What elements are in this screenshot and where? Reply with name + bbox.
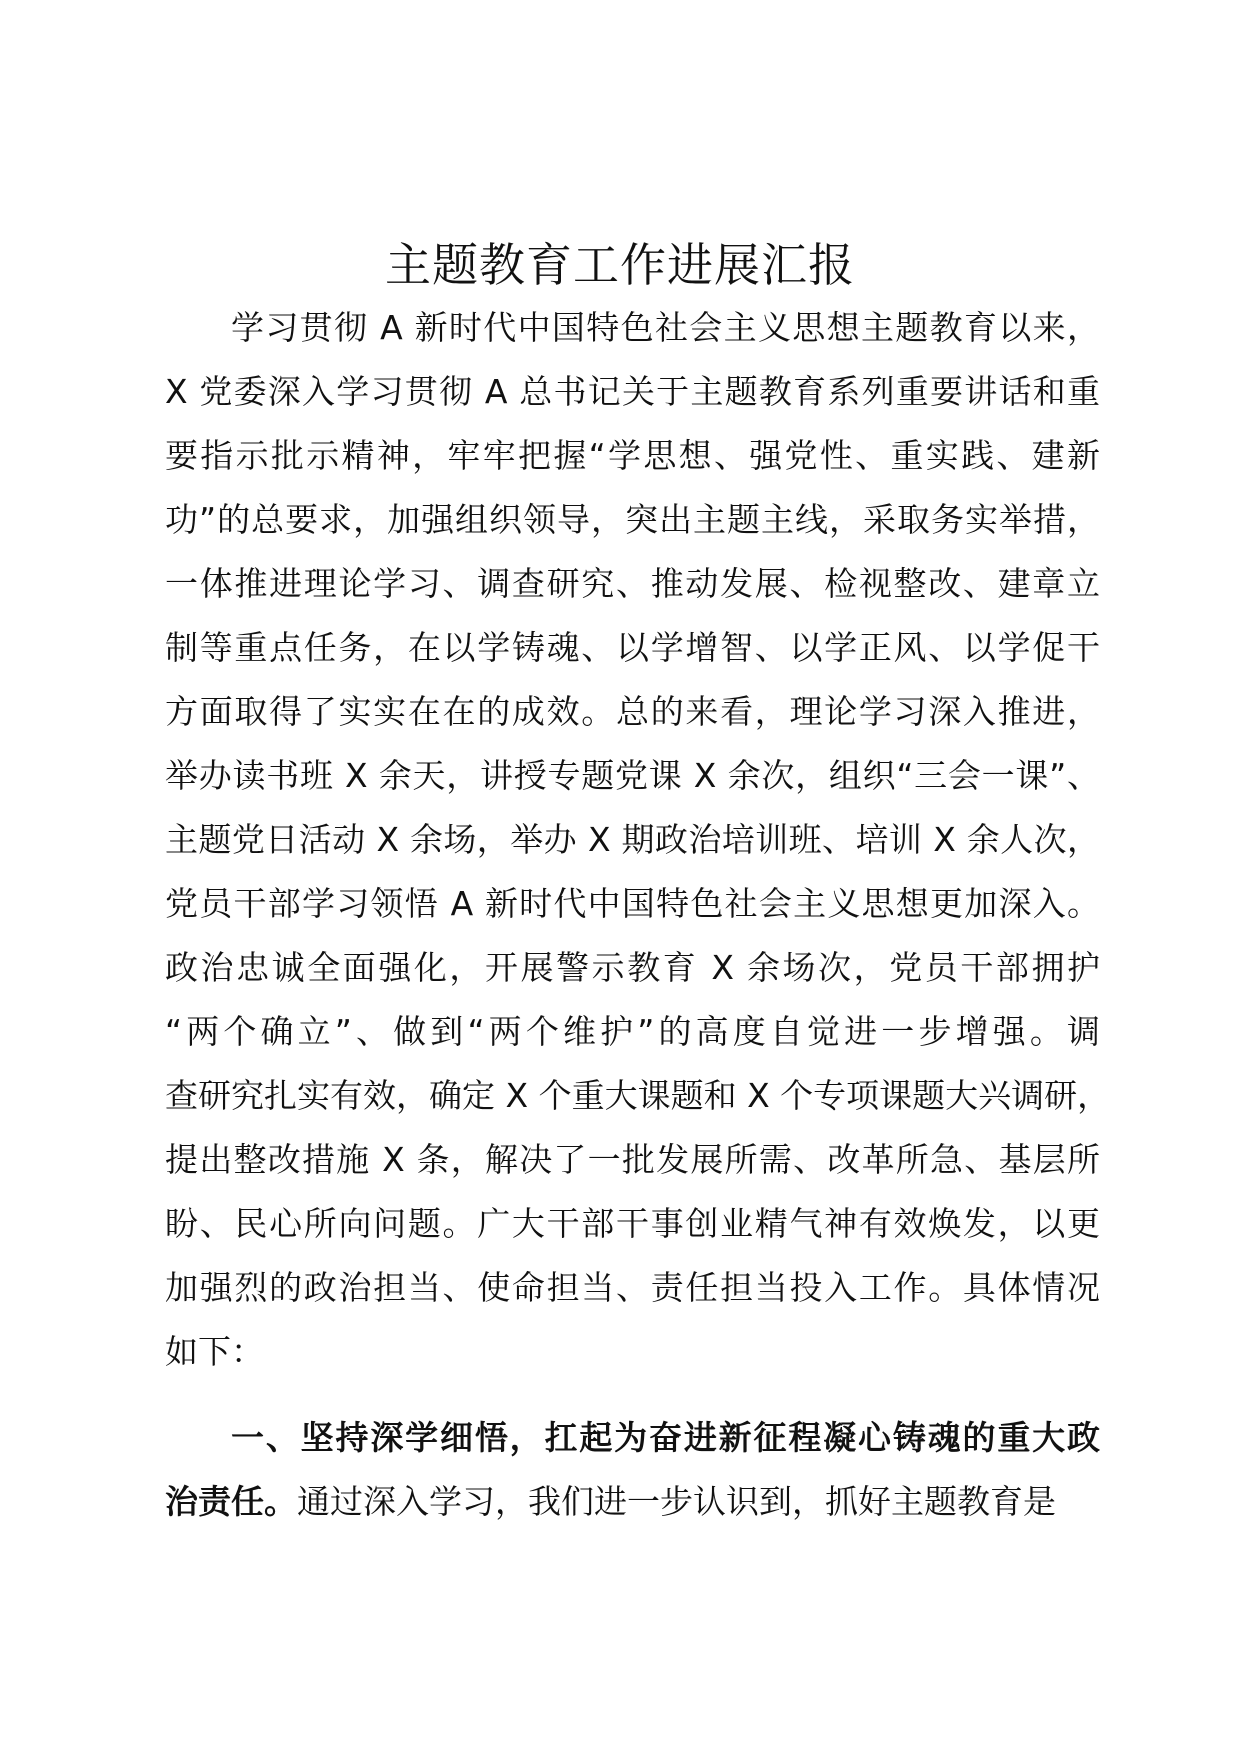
paragraph-line: 如下： [165,1332,264,1371]
paragraph-line: 举办读书班 X 余天，讲授专题党课 X 余次，组织“三会一课”、 [165,756,1100,795]
section-heading: 一、坚持深学细悟，扛起为奋进新征程凝心铸魂的重大政 [231,1418,1100,1457]
paragraph-line: 一体推进理论学习、调查研究、推动发展、检视整改、建章立 [165,564,1100,603]
paragraph-line: 学习贯彻 A 新时代中国特色社会主义思想主题教育以来， [231,308,1100,347]
paragraph-line: 提出整改措施 X 条，解决了一批发展所需、改革所急、基层所 [165,1140,1100,1179]
paragraph-line: 加强烈的政治担当、使命担当、责任担当投入工作。具体情况 [165,1268,1100,1307]
document-title: 主题教育工作进展汇报 [385,238,855,292]
paragraph-line: “两个确立”、做到“两个维护”的高度自觉进一步增强。调 [165,1012,1100,1051]
paragraph-line: 党员干部学习领悟 A 新时代中国特色社会主义思想更加深入。 [165,884,1100,923]
paragraph-line: 查研究扎实有效，确定 X 个重大课题和 X 个专项课题大兴调研， [165,1076,1111,1115]
paragraph-line: X 党委深入学习贯彻 A 总书记关于主题教育系列重要讲话和重 [165,372,1100,411]
section-text: 通过深入学习，我们进一步认识到，抓好主题教育是 [297,1482,1056,1521]
paragraph-line: 功”的总要求，加强组织领导，突出主题主线，采取务实举措， [165,500,1100,539]
section-one-paragraph [165,1406,1100,1534]
paragraph-line: 盼、民心所向问题。广大干部干事创业精气神有效焕发，以更 [165,1204,1100,1243]
paragraph-line [165,1470,1100,1534]
paragraph-line: 主题党日活动 X 余场，举办 X 期政治培训班、培训 X 余人次， [165,820,1100,859]
intro-paragraph [165,296,1111,1384]
paragraph-line: 政治忠诚全面强化，开展警示教育 X 余场次，党员干部拥护 [165,948,1100,987]
paragraph-line: 要指示批示精神，牢牢把握“学思想、强党性、重实践、建新 [165,436,1100,475]
paragraph-line: 方面取得了实实在在的成效。总的来看，理论学习深入推进， [165,692,1100,731]
section-heading-continuation: 治责任。 [165,1482,297,1521]
paragraph-line: 制等重点任务，在以学铸魂、以学增智、以学正风、以学促干 [165,628,1100,667]
